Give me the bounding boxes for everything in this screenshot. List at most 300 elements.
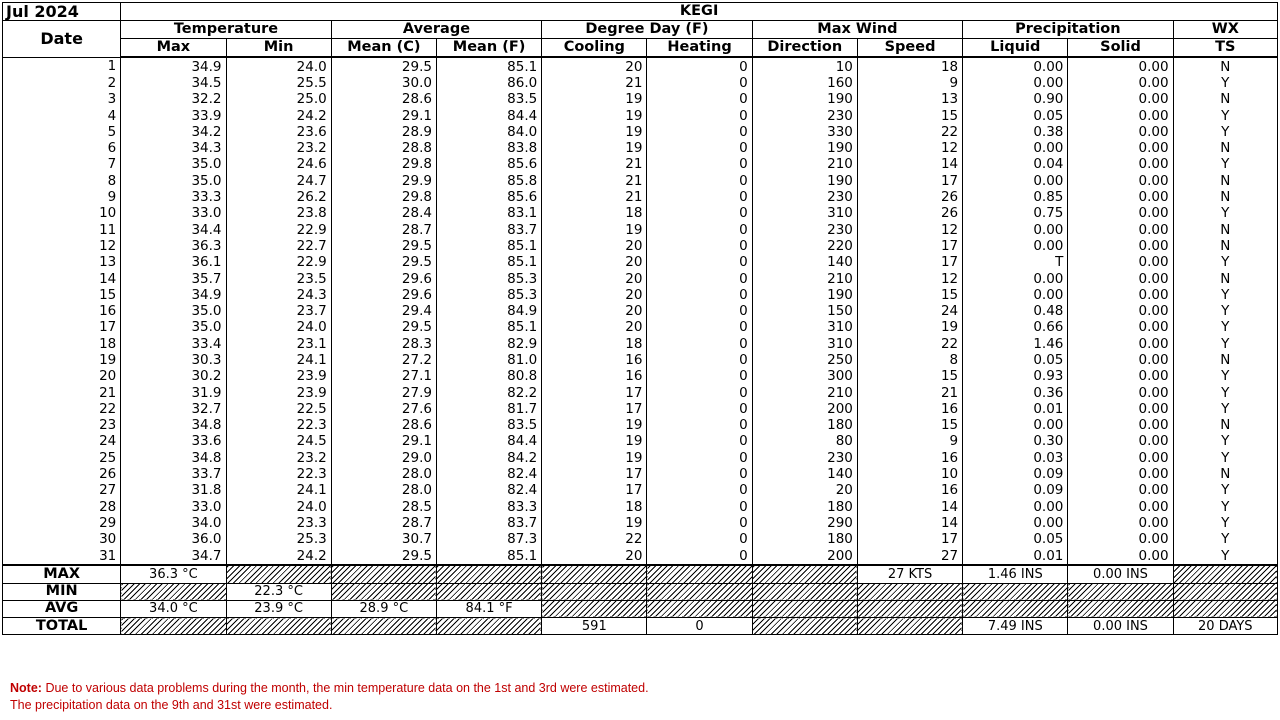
cell-heating: 0 (647, 303, 752, 319)
cell-mean-c: 27.1 (331, 369, 436, 385)
cell-ts: Y (1173, 369, 1277, 385)
cell-mean-f: 85.1 (436, 238, 541, 254)
cell-mean-c: 29.4 (331, 303, 436, 319)
cell-mean-c: 29.0 (331, 450, 436, 466)
cell-temp-min: 23.1 (226, 336, 331, 352)
cell-date: 15 (3, 287, 121, 303)
table-row (3, 320, 1278, 336)
cell-liquid: 0.05 (963, 352, 1068, 368)
cell-wind-speed: 12 (857, 271, 962, 287)
cell-solid: 0.00 (1068, 450, 1173, 466)
hatch-cell (857, 618, 962, 635)
cell-mean-c: 29.9 (331, 173, 436, 189)
cell-wind-direction: 230 (752, 189, 857, 205)
cell-mean-c: 28.0 (331, 483, 436, 499)
cell-liquid: 0.30 (963, 434, 1068, 450)
table-row (3, 157, 1278, 173)
average-group-header: Average (331, 21, 541, 39)
cell-mean-c: 28.9 (331, 124, 436, 140)
hatch-cell (1173, 565, 1277, 583)
summary-row-total (3, 618, 1278, 635)
cell-wind-direction: 150 (752, 303, 857, 319)
cell-solid: 0.00 (1068, 255, 1173, 271)
cell-date: 17 (3, 320, 121, 336)
hatch-cell (752, 583, 857, 600)
hatch-cell (752, 565, 857, 583)
cell-ts: N (1173, 57, 1277, 75)
hatch-cell (752, 600, 857, 617)
cell-date: 31 (3, 548, 121, 565)
summary-label-avg: AVG (3, 600, 121, 617)
cell-heating: 0 (647, 140, 752, 156)
cell-temp-max: 30.3 (121, 352, 226, 368)
cell-temp-max: 35.7 (121, 271, 226, 287)
hatch-cell (226, 565, 331, 583)
cell-temp-max: 34.7 (121, 548, 226, 565)
cell-mean-f: 82.4 (436, 483, 541, 499)
cell-mean-f: 83.8 (436, 140, 541, 156)
col-header-heating: Heating (647, 39, 752, 58)
cell-date: 22 (3, 401, 121, 417)
cell-date: 13 (3, 255, 121, 271)
note-text-2: The precipitation data on the 9th and 31st were estimated. (10, 698, 333, 712)
table-row (3, 206, 1278, 222)
summary-total-solid: 0.00 INS (1068, 618, 1173, 635)
cell-cooling: 16 (542, 352, 647, 368)
summary-rows (3, 565, 1278, 635)
cell-solid: 0.00 (1068, 108, 1173, 124)
cell-wind-speed: 12 (857, 222, 962, 238)
cell-date: 20 (3, 369, 121, 385)
cell-mean-c: 27.9 (331, 385, 436, 401)
cell-cooling: 16 (542, 369, 647, 385)
cell-cooling: 21 (542, 189, 647, 205)
cell-mean-f: 83.5 (436, 92, 541, 108)
cell-mean-c: 28.8 (331, 140, 436, 156)
cell-temp-max: 34.3 (121, 140, 226, 156)
cell-wind-speed: 14 (857, 499, 962, 515)
cell-wind-direction: 180 (752, 418, 857, 434)
cell-solid: 0.00 (1068, 401, 1173, 417)
cell-heating: 0 (647, 108, 752, 124)
cell-heating: 0 (647, 336, 752, 352)
cell-ts: Y (1173, 336, 1277, 352)
cell-temp-min: 24.5 (226, 434, 331, 450)
cell-temp-min: 23.9 (226, 369, 331, 385)
cell-liquid: 0.38 (963, 124, 1068, 140)
cell-ts: Y (1173, 206, 1277, 222)
cell-heating: 0 (647, 92, 752, 108)
hatch-cell (121, 583, 226, 600)
cell-cooling: 20 (542, 287, 647, 303)
cell-cooling: 21 (542, 173, 647, 189)
cell-mean-c: 30.0 (331, 75, 436, 91)
cell-wind-speed: 9 (857, 75, 962, 91)
col-header-solid: Solid (1068, 39, 1173, 58)
cell-wind-direction: 140 (752, 466, 857, 482)
precipitation-group-header: Precipitation (963, 21, 1173, 39)
cell-liquid: 0.00 (963, 515, 1068, 531)
cell-mean-f: 85.6 (436, 157, 541, 173)
cell-wind-direction: 190 (752, 173, 857, 189)
table-row (3, 108, 1278, 124)
cell-wind-speed: 16 (857, 401, 962, 417)
cell-wind-speed: 13 (857, 92, 962, 108)
table-row (3, 303, 1278, 319)
table-row (3, 532, 1278, 548)
table-row (3, 57, 1278, 75)
cell-temp-max: 34.5 (121, 75, 226, 91)
table-row (3, 238, 1278, 254)
cell-wind-direction: 230 (752, 222, 857, 238)
cell-liquid: 0.00 (963, 499, 1068, 515)
cell-wind-direction: 210 (752, 271, 857, 287)
cell-temp-min: 26.2 (226, 189, 331, 205)
summary-max-solid: 0.00 INS (1068, 565, 1173, 583)
cell-temp-max: 35.0 (121, 320, 226, 336)
table-row (3, 499, 1278, 515)
cell-ts: Y (1173, 499, 1277, 515)
hatch-cell (436, 583, 541, 600)
cell-liquid: 0.05 (963, 108, 1068, 124)
cell-temp-max: 34.2 (121, 124, 226, 140)
table-row (3, 173, 1278, 189)
cell-temp-max: 33.3 (121, 189, 226, 205)
cell-wind-direction: 310 (752, 336, 857, 352)
hatch-cell (436, 618, 541, 635)
table-row (3, 140, 1278, 156)
cell-ts: N (1173, 271, 1277, 287)
cell-wind-speed: 15 (857, 287, 962, 303)
cell-temp-max: 35.0 (121, 303, 226, 319)
cell-temp-min: 24.0 (226, 499, 331, 515)
summary-label-min: MIN (3, 583, 121, 600)
cell-wind-speed: 18 (857, 57, 962, 75)
table-row (3, 222, 1278, 238)
cell-temp-min: 22.3 (226, 466, 331, 482)
hatch-cell (1173, 600, 1277, 617)
cell-heating: 0 (647, 320, 752, 336)
cell-heating: 0 (647, 450, 752, 466)
cell-heating: 0 (647, 124, 752, 140)
cell-mean-c: 28.4 (331, 206, 436, 222)
cell-solid: 0.00 (1068, 369, 1173, 385)
cell-mean-c: 28.7 (331, 515, 436, 531)
hatch-cell (331, 618, 436, 635)
cell-liquid: 0.01 (963, 548, 1068, 565)
cell-wind-direction: 200 (752, 401, 857, 417)
cell-date: 11 (3, 222, 121, 238)
cell-cooling: 20 (542, 320, 647, 336)
cell-cooling: 20 (542, 303, 647, 319)
cell-wind-speed: 26 (857, 189, 962, 205)
cell-date: 28 (3, 499, 121, 515)
cell-temp-min: 23.3 (226, 515, 331, 531)
cell-cooling: 17 (542, 401, 647, 417)
cell-cooling: 21 (542, 75, 647, 91)
cell-wind-speed: 17 (857, 173, 962, 189)
cell-cooling: 19 (542, 515, 647, 531)
cell-temp-min: 24.1 (226, 483, 331, 499)
cell-date: 30 (3, 532, 121, 548)
cell-heating: 0 (647, 157, 752, 173)
table-row (3, 369, 1278, 385)
cell-heating: 0 (647, 173, 752, 189)
cell-temp-max: 36.3 (121, 238, 226, 254)
cell-liquid: 1.46 (963, 336, 1068, 352)
table-row (3, 352, 1278, 368)
cell-temp-min: 22.7 (226, 238, 331, 254)
cell-mean-f: 82.4 (436, 466, 541, 482)
cell-solid: 0.00 (1068, 352, 1173, 368)
summary-avg-mean-c: 28.9 °C (331, 600, 436, 617)
cell-date: 7 (3, 157, 121, 173)
cell-solid: 0.00 (1068, 434, 1173, 450)
cell-solid: 0.00 (1068, 57, 1173, 75)
hatch-cell (647, 600, 752, 617)
cell-mean-f: 86.0 (436, 75, 541, 91)
cell-wind-speed: 26 (857, 206, 962, 222)
cell-cooling: 20 (542, 255, 647, 271)
summary-avg-mean-f: 84.1 °F (436, 600, 541, 617)
summary-total-heating: 0 (647, 618, 752, 635)
cell-cooling: 19 (542, 92, 647, 108)
cell-wind-direction: 310 (752, 320, 857, 336)
cell-mean-f: 82.2 (436, 385, 541, 401)
table-row (3, 124, 1278, 140)
cell-temp-max: 34.4 (121, 222, 226, 238)
cell-ts: Y (1173, 287, 1277, 303)
cell-solid: 0.00 (1068, 320, 1173, 336)
cell-wind-direction: 230 (752, 108, 857, 124)
daily-rows (3, 57, 1278, 565)
cell-wind-speed: 15 (857, 418, 962, 434)
cell-date: 24 (3, 434, 121, 450)
cell-temp-min: 23.2 (226, 450, 331, 466)
cell-temp-max: 36.1 (121, 255, 226, 271)
hatch-cell (436, 565, 541, 583)
cell-mean-f: 85.6 (436, 189, 541, 205)
cell-cooling: 19 (542, 124, 647, 140)
cell-ts: N (1173, 418, 1277, 434)
cell-wind-direction: 190 (752, 140, 857, 156)
summary-row-min (3, 583, 1278, 600)
cell-liquid: 0.03 (963, 450, 1068, 466)
cell-ts: Y (1173, 124, 1277, 140)
cell-date: 16 (3, 303, 121, 319)
table-row (3, 466, 1278, 482)
cell-mean-c: 29.5 (331, 548, 436, 565)
hatch-cell (857, 583, 962, 600)
cell-temp-min: 22.9 (226, 222, 331, 238)
cell-wind-speed: 21 (857, 385, 962, 401)
cell-liquid: 0.36 (963, 385, 1068, 401)
cell-temp-min: 25.0 (226, 92, 331, 108)
cell-wind-direction: 180 (752, 499, 857, 515)
cell-ts: Y (1173, 255, 1277, 271)
cell-heating: 0 (647, 75, 752, 91)
cell-solid: 0.00 (1068, 532, 1173, 548)
hatch-cell (857, 600, 962, 617)
hatch-cell (542, 565, 647, 583)
cell-liquid: 0.00 (963, 238, 1068, 254)
cell-heating: 0 (647, 57, 752, 75)
cell-temp-min: 22.9 (226, 255, 331, 271)
cell-wind-direction: 290 (752, 515, 857, 531)
cell-date: 4 (3, 108, 121, 124)
cell-wind-speed: 22 (857, 336, 962, 352)
col-header-min: Min (226, 39, 331, 58)
cell-temp-max: 36.0 (121, 532, 226, 548)
table-row (3, 271, 1278, 287)
col-header-liquid: Liquid (963, 39, 1068, 58)
cell-temp-min: 23.9 (226, 385, 331, 401)
hatch-cell (331, 583, 436, 600)
cell-temp-min: 23.5 (226, 271, 331, 287)
cell-liquid: 0.00 (963, 271, 1068, 287)
hatch-cell (1173, 583, 1277, 600)
cell-solid: 0.00 (1068, 140, 1173, 156)
cell-temp-max: 34.8 (121, 418, 226, 434)
cell-heating: 0 (647, 548, 752, 565)
cell-date: 18 (3, 336, 121, 352)
cell-liquid: T (963, 255, 1068, 271)
cell-mean-c: 29.6 (331, 271, 436, 287)
cell-date: 5 (3, 124, 121, 140)
col-header-direction: Direction (752, 39, 857, 58)
cell-date: 12 (3, 238, 121, 254)
cell-mean-f: 85.8 (436, 173, 541, 189)
cell-solid: 0.00 (1068, 206, 1173, 222)
cell-mean-f: 87.3 (436, 532, 541, 548)
table-row (3, 336, 1278, 352)
cell-solid: 0.00 (1068, 173, 1173, 189)
cell-date: 1 (3, 57, 121, 75)
cell-wind-speed: 15 (857, 108, 962, 124)
cell-wind-speed: 17 (857, 532, 962, 548)
cell-temp-min: 24.2 (226, 108, 331, 124)
col-header-cooling: Cooling (542, 39, 647, 58)
cell-heating: 0 (647, 189, 752, 205)
cell-mean-f: 85.1 (436, 548, 541, 565)
cell-ts: N (1173, 238, 1277, 254)
cell-solid: 0.00 (1068, 418, 1173, 434)
note-text-1: Due to various data problems during the month, the min temperature data on the 1st and 3rd were estimated. (45, 681, 649, 695)
summary-max-wind-speed: 27 KTS (857, 565, 962, 583)
cell-temp-min: 23.2 (226, 140, 331, 156)
cell-date: 29 (3, 515, 121, 531)
cell-mean-c: 27.2 (331, 352, 436, 368)
cell-heating: 0 (647, 271, 752, 287)
cell-liquid: 0.09 (963, 483, 1068, 499)
col-header-mean-f: Mean (F) (436, 39, 541, 58)
cell-mean-f: 84.4 (436, 434, 541, 450)
col-header-ts: TS (1173, 39, 1277, 58)
cell-solid: 0.00 (1068, 466, 1173, 482)
cell-ts: N (1173, 352, 1277, 368)
cell-cooling: 19 (542, 450, 647, 466)
cell-heating: 0 (647, 369, 752, 385)
hatch-cell (331, 565, 436, 583)
cell-cooling: 22 (542, 532, 647, 548)
cell-temp-max: 34.0 (121, 515, 226, 531)
cell-date: 10 (3, 206, 121, 222)
cell-heating: 0 (647, 466, 752, 482)
table-row (3, 255, 1278, 271)
cell-heating: 0 (647, 401, 752, 417)
table-row (3, 75, 1278, 91)
summary-max-temp-max: 36.3 °C (121, 565, 226, 583)
cell-heating: 0 (647, 483, 752, 499)
summary-max-liquid: 1.46 INS (963, 565, 1068, 583)
cell-mean-c: 29.8 (331, 189, 436, 205)
summary-total-liquid: 7.49 INS (963, 618, 1068, 635)
cell-cooling: 20 (542, 238, 647, 254)
cell-cooling: 19 (542, 108, 647, 124)
cell-wind-direction: 250 (752, 352, 857, 368)
cell-mean-c: 28.6 (331, 92, 436, 108)
table-row (3, 189, 1278, 205)
hatch-cell (752, 618, 857, 635)
cell-mean-f: 85.3 (436, 287, 541, 303)
cell-solid: 0.00 (1068, 75, 1173, 91)
cell-temp-min: 24.7 (226, 173, 331, 189)
cell-temp-min: 24.0 (226, 320, 331, 336)
cell-temp-min: 22.5 (226, 401, 331, 417)
cell-cooling: 17 (542, 483, 647, 499)
cell-mean-c: 28.0 (331, 466, 436, 482)
cell-temp-max: 33.0 (121, 206, 226, 222)
note-prefix: Note: (10, 681, 42, 695)
cell-solid: 0.00 (1068, 238, 1173, 254)
cell-date: 6 (3, 140, 121, 156)
cell-mean-f: 85.3 (436, 271, 541, 287)
cell-heating: 0 (647, 515, 752, 531)
cell-liquid: 0.04 (963, 157, 1068, 173)
hatch-cell (963, 600, 1068, 617)
cell-heating: 0 (647, 238, 752, 254)
cell-date: 9 (3, 189, 121, 205)
cell-mean-c: 29.5 (331, 320, 436, 336)
cell-solid: 0.00 (1068, 287, 1173, 303)
cell-mean-f: 81.7 (436, 401, 541, 417)
cell-solid: 0.00 (1068, 336, 1173, 352)
cell-cooling: 20 (542, 271, 647, 287)
month-label: Jul 2024 (3, 3, 121, 21)
cell-mean-c: 30.7 (331, 532, 436, 548)
col-header-speed: Speed (857, 39, 962, 58)
cell-wind-direction: 20 (752, 483, 857, 499)
cell-temp-min: 24.2 (226, 548, 331, 565)
cell-ts: N (1173, 173, 1277, 189)
col-header-mean-c: Mean (C) (331, 39, 436, 58)
cell-temp-max: 30.2 (121, 369, 226, 385)
cell-temp-min: 24.1 (226, 352, 331, 368)
cell-ts: Y (1173, 108, 1277, 124)
cell-ts: Y (1173, 483, 1277, 499)
cell-liquid: 0.00 (963, 418, 1068, 434)
table-row (3, 401, 1278, 417)
cell-liquid: 0.00 (963, 222, 1068, 238)
cell-wind-speed: 14 (857, 515, 962, 531)
cell-date: 25 (3, 450, 121, 466)
cell-date: 27 (3, 483, 121, 499)
cell-liquid: 0.09 (963, 466, 1068, 482)
cell-solid: 0.00 (1068, 189, 1173, 205)
cell-temp-min: 23.8 (226, 206, 331, 222)
cell-wind-direction: 220 (752, 238, 857, 254)
cell-mean-f: 85.1 (436, 57, 541, 75)
